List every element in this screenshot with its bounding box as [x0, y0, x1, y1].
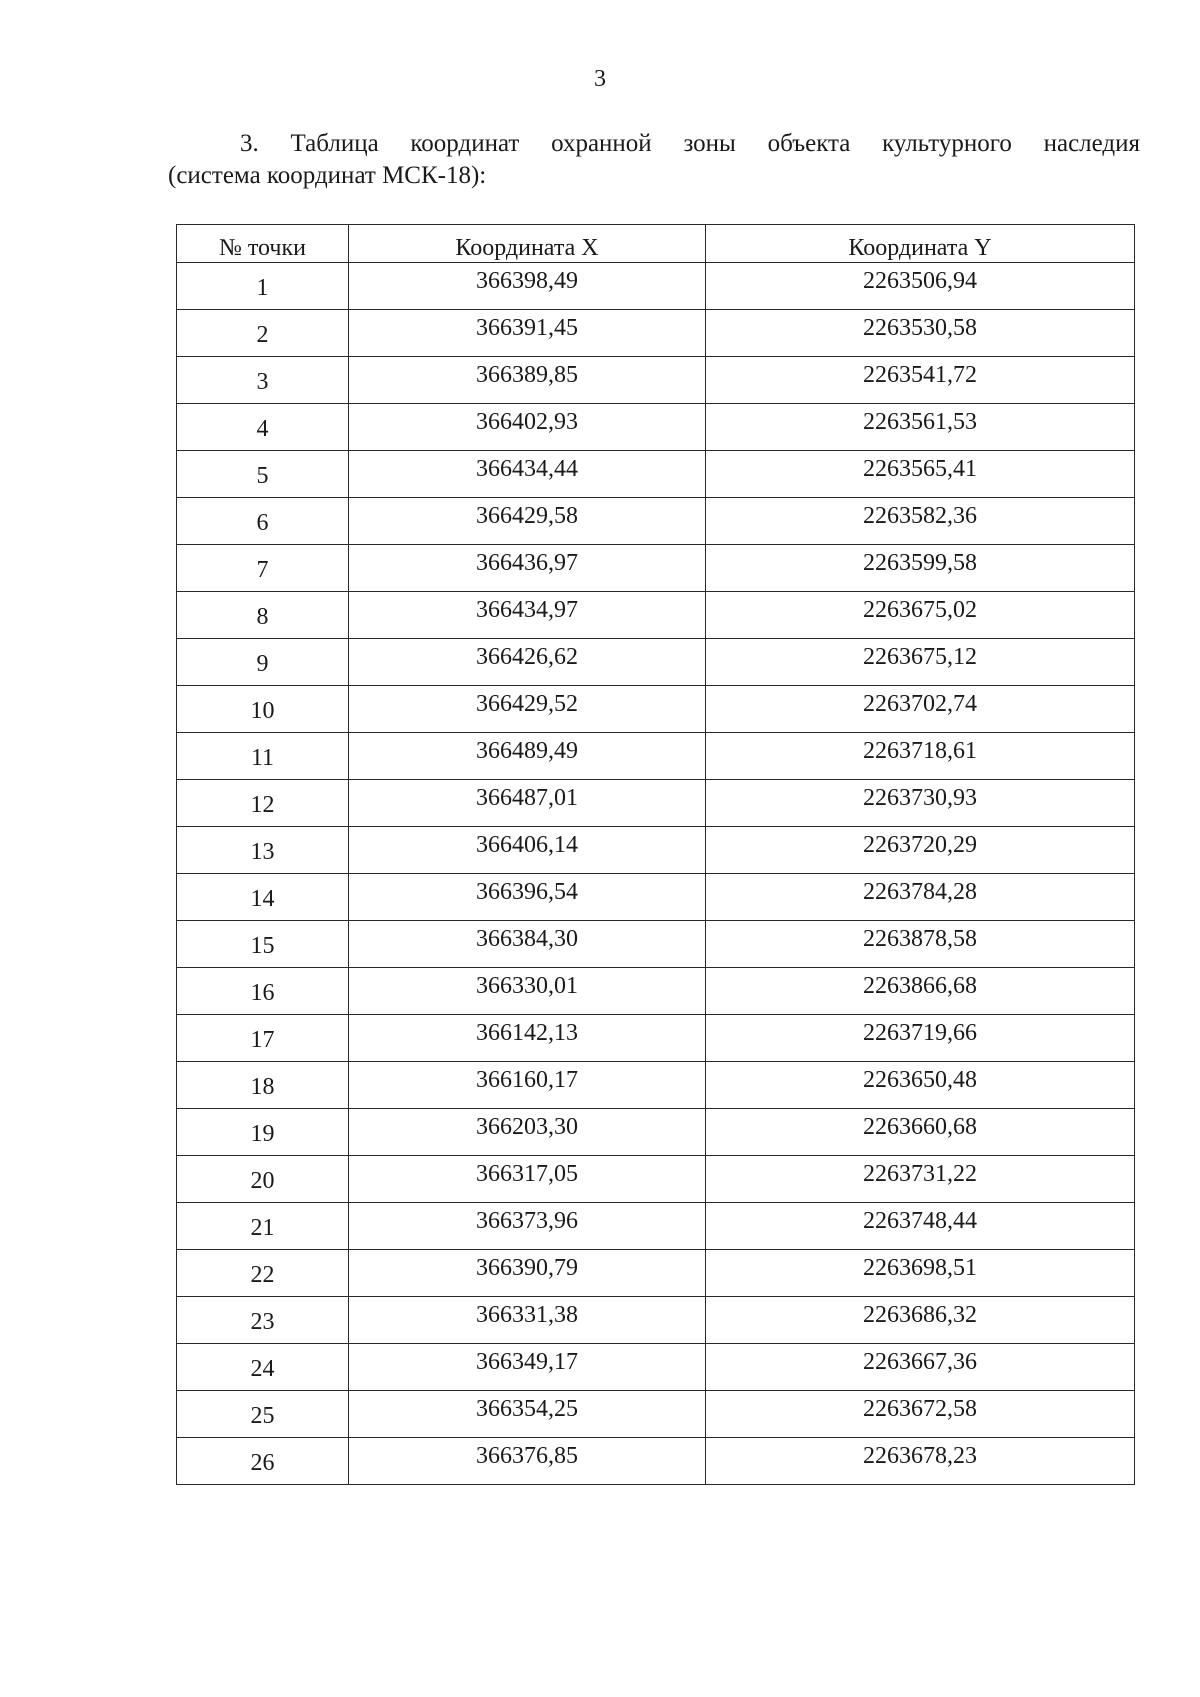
table-header-row [177, 225, 1135, 263]
coordinate-y-cell: 2263561,53 [706, 404, 1135, 451]
table-row [177, 1344, 1135, 1391]
table-row [177, 1203, 1135, 1250]
point-number-cell: 8 [177, 592, 349, 639]
coordinate-x-cell: 366396,54 [349, 874, 706, 921]
coordinate-y-cell: 2263784,28 [706, 874, 1135, 921]
header-coordinate-x: Координата X [349, 225, 706, 263]
point-number-cell: 13 [177, 827, 349, 874]
point-number-cell: 9 [177, 639, 349, 686]
coordinate-y-cell: 2263565,41 [706, 451, 1135, 498]
table-row [177, 733, 1135, 780]
coordinate-y-cell: 2263866,68 [706, 968, 1135, 1015]
table-row [177, 686, 1135, 733]
point-number-cell: 17 [177, 1015, 349, 1062]
coordinate-y-cell: 2263650,48 [706, 1062, 1135, 1109]
header-point-number: № точки [177, 225, 349, 263]
coordinate-y-cell: 2263599,58 [706, 545, 1135, 592]
table-row [177, 1438, 1135, 1485]
coordinate-x-cell: 366426,62 [349, 639, 706, 686]
coordinate-y-cell: 2263698,51 [706, 1250, 1135, 1297]
coordinate-y-cell: 2263675,02 [706, 592, 1135, 639]
point-number-cell: 7 [177, 545, 349, 592]
coordinate-y-cell: 2263582,36 [706, 498, 1135, 545]
coordinate-x-cell: 366402,93 [349, 404, 706, 451]
table-row [177, 1109, 1135, 1156]
header-coordinate-y: Координата Y [706, 225, 1135, 263]
point-number-cell: 5 [177, 451, 349, 498]
table-row [177, 968, 1135, 1015]
point-number-cell: 11 [177, 733, 349, 780]
table-row [177, 263, 1135, 310]
table-row [177, 404, 1135, 451]
coordinate-y-cell: 2263667,36 [706, 1344, 1135, 1391]
coordinate-y-cell: 2263720,29 [706, 827, 1135, 874]
table-row [177, 921, 1135, 968]
coordinate-x-cell: 366390,79 [349, 1250, 706, 1297]
point-number-cell: 24 [177, 1344, 349, 1391]
coordinate-x-cell: 366373,96 [349, 1203, 706, 1250]
table-row [177, 1156, 1135, 1203]
heading-line-2: (система координат МСК-18): [168, 162, 487, 189]
coordinate-x-cell: 366436,97 [349, 545, 706, 592]
coordinate-y-cell: 2263660,68 [706, 1109, 1135, 1156]
table-body [177, 263, 1135, 1485]
table-row [177, 874, 1135, 921]
point-number-cell: 10 [177, 686, 349, 733]
table-row [177, 1062, 1135, 1109]
point-number-cell: 4 [177, 404, 349, 451]
coordinate-y-cell: 2263541,72 [706, 357, 1135, 404]
table-row [177, 1250, 1135, 1297]
point-number-cell: 1 [177, 263, 349, 310]
coordinates-table [176, 224, 1135, 1485]
table-row [177, 592, 1135, 639]
coordinate-x-cell: 366376,85 [349, 1438, 706, 1485]
coordinate-y-cell: 2263731,22 [706, 1156, 1135, 1203]
coordinate-x-cell: 366489,49 [349, 733, 706, 780]
page-number: 3 [594, 66, 606, 92]
coordinate-x-cell: 366330,01 [349, 968, 706, 1015]
coordinate-x-cell: 366434,97 [349, 592, 706, 639]
table-row [177, 451, 1135, 498]
point-number-cell: 22 [177, 1250, 349, 1297]
coordinate-y-cell: 2263530,58 [706, 310, 1135, 357]
coordinate-y-cell: 2263730,93 [706, 780, 1135, 827]
point-number-cell: 19 [177, 1109, 349, 1156]
coordinate-x-cell: 366160,17 [349, 1062, 706, 1109]
coordinate-x-cell: 366354,25 [349, 1391, 706, 1438]
point-number-cell: 21 [177, 1203, 349, 1250]
point-number-cell: 3 [177, 357, 349, 404]
heading-line-1: 3. Таблица координат охранной зоны объекта культурного наследия [240, 130, 1140, 157]
table-row [177, 1015, 1135, 1062]
coordinate-x-cell: 366429,52 [349, 686, 706, 733]
point-number-cell: 16 [177, 968, 349, 1015]
table-row [177, 780, 1135, 827]
coordinate-x-cell: 366398,49 [349, 263, 706, 310]
coordinate-y-cell: 2263748,44 [706, 1203, 1135, 1250]
table-row [177, 1297, 1135, 1344]
coordinate-x-cell: 366203,30 [349, 1109, 706, 1156]
coordinate-y-cell: 2263719,66 [706, 1015, 1135, 1062]
coordinate-y-cell: 2263506,94 [706, 263, 1135, 310]
table-row [177, 827, 1135, 874]
coordinate-y-cell: 2263678,23 [706, 1438, 1135, 1485]
point-number-cell: 6 [177, 498, 349, 545]
table-row [177, 545, 1135, 592]
point-number-cell: 2 [177, 310, 349, 357]
coordinate-x-cell: 366434,44 [349, 451, 706, 498]
point-number-cell: 15 [177, 921, 349, 968]
coordinate-y-cell: 2263702,74 [706, 686, 1135, 733]
point-number-cell: 23 [177, 1297, 349, 1344]
point-number-cell: 18 [177, 1062, 349, 1109]
point-number-cell: 25 [177, 1391, 349, 1438]
point-number-cell: 20 [177, 1156, 349, 1203]
coordinate-x-cell: 366389,85 [349, 357, 706, 404]
point-number-cell: 14 [177, 874, 349, 921]
coordinate-x-cell: 366406,14 [349, 827, 706, 874]
coordinate-x-cell: 366429,58 [349, 498, 706, 545]
coordinate-y-cell: 2263675,12 [706, 639, 1135, 686]
point-number-cell: 26 [177, 1438, 349, 1485]
table-row [177, 357, 1135, 404]
table-row [177, 310, 1135, 357]
point-number-cell: 12 [177, 780, 349, 827]
coordinate-y-cell: 2263718,61 [706, 733, 1135, 780]
table-row [177, 639, 1135, 686]
table-row [177, 498, 1135, 545]
coordinate-x-cell: 366331,38 [349, 1297, 706, 1344]
coordinate-x-cell: 366317,05 [349, 1156, 706, 1203]
coordinate-y-cell: 2263686,32 [706, 1297, 1135, 1344]
coordinate-x-cell: 366349,17 [349, 1344, 706, 1391]
table-row [177, 1391, 1135, 1438]
table-heading [168, 128, 1140, 192]
coordinate-y-cell: 2263672,58 [706, 1391, 1135, 1438]
coordinate-x-cell: 366391,45 [349, 310, 706, 357]
coordinate-x-cell: 366487,01 [349, 780, 706, 827]
coordinate-x-cell: 366384,30 [349, 921, 706, 968]
coordinate-y-cell: 2263878,58 [706, 921, 1135, 968]
coordinate-x-cell: 366142,13 [349, 1015, 706, 1062]
